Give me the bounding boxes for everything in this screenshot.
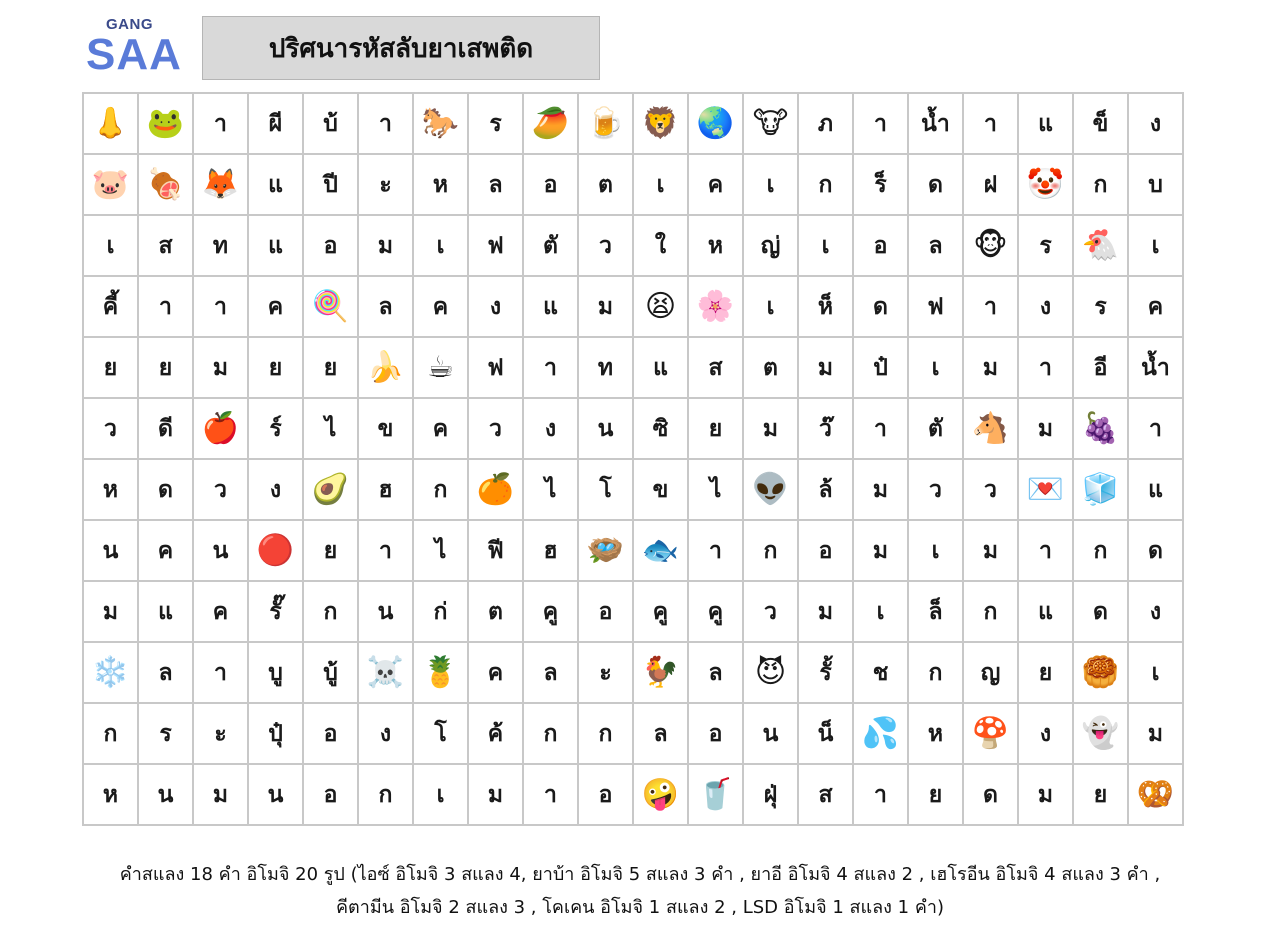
grid-cell: ฮ <box>358 459 413 520</box>
grid-cell: น <box>248 764 303 825</box>
grid-cell: 🍊 <box>468 459 523 520</box>
grid-row <box>83 764 1183 825</box>
gang-saa-logo <box>86 14 186 78</box>
grid-cell: ม <box>1018 764 1073 825</box>
grid-cell: รั้ <box>798 642 853 703</box>
grid-cell: 🐷 <box>83 154 138 215</box>
grid-cell: ง <box>523 398 578 459</box>
grid-cell: อ <box>688 703 743 764</box>
grid-cell: 🌏 <box>688 93 743 154</box>
grid-row <box>83 154 1183 215</box>
grid-cell: า <box>193 93 248 154</box>
grid-cell: ร์ <box>248 398 303 459</box>
grid-cell: ค้ <box>468 703 523 764</box>
grid-cell: ว <box>743 581 798 642</box>
grid-cell: ข <box>358 398 413 459</box>
grid-cell: า <box>358 520 413 581</box>
grid-cell: อ <box>303 703 358 764</box>
grid-cell: า <box>853 764 908 825</box>
grid-cell: ร็ <box>853 154 908 215</box>
caption-line-2: คีตามีน อิโมจิ 2 สแลง 3 , โคเคน อิโมจิ 1 สแลง 2 , LSD อิโมจิ 1 สแลง 1 คำ) <box>335 897 945 918</box>
grid-cell: ก่ <box>413 581 468 642</box>
grid-cell: ไ <box>523 459 578 520</box>
grid-cell: เ <box>853 581 908 642</box>
grid-cell: ท <box>193 215 248 276</box>
grid-cell: ป๋ <box>853 337 908 398</box>
grid-cell: ย <box>303 337 358 398</box>
grid-row <box>83 398 1183 459</box>
grid-cell: เ <box>83 215 138 276</box>
grid-cell: ค <box>1128 276 1183 337</box>
logo-main-text: SAA <box>86 30 182 79</box>
grid-cell: ฟ <box>468 337 523 398</box>
grid-cell: เ <box>908 337 963 398</box>
grid-cell: 🦁 <box>633 93 688 154</box>
grid-cell: 🍭 <box>303 276 358 337</box>
grid-cell: ล <box>523 642 578 703</box>
grid-cell: น <box>138 764 193 825</box>
grid-cell: ด <box>1128 520 1183 581</box>
grid-cell: 🍇 <box>1073 398 1128 459</box>
grid-cell: ค <box>248 276 303 337</box>
grid-cell: ม <box>798 337 853 398</box>
grid-cell: ง <box>468 276 523 337</box>
grid-cell: บ <box>1128 154 1183 215</box>
grid-cell: แ <box>633 337 688 398</box>
grid-cell: โ <box>413 703 468 764</box>
grid-cell: ว <box>193 459 248 520</box>
grid-cell: ะ <box>358 154 413 215</box>
grid-cell: บู <box>248 642 303 703</box>
grid-cell: อ <box>578 764 633 825</box>
grid-cell: แ <box>248 215 303 276</box>
grid-cell: า <box>523 764 578 825</box>
grid-cell: ต <box>743 337 798 398</box>
grid-cell: ะ <box>193 703 248 764</box>
grid-cell: ม <box>83 581 138 642</box>
grid-cell: า <box>358 93 413 154</box>
grid-cell: อ <box>303 764 358 825</box>
grid-cell: า <box>1128 398 1183 459</box>
grid-cell: ว <box>83 398 138 459</box>
grid-cell: ญ <box>963 642 1018 703</box>
grid-cell: ข็ <box>1073 93 1128 154</box>
grid-cell: 🐵 <box>963 215 1018 276</box>
grid-cell: 🥤 <box>688 764 743 825</box>
grid-cell: า <box>193 642 248 703</box>
grid-cell: ะ <box>578 642 633 703</box>
grid-cell: 🌸 <box>688 276 743 337</box>
grid-cell: น็ <box>798 703 853 764</box>
grid-cell: ด <box>138 459 193 520</box>
grid-cell: ย <box>138 337 193 398</box>
page-title: ปริศนารหัสลับยาเสพติด <box>202 16 600 80</box>
grid-cell: แ <box>1018 581 1073 642</box>
grid-row <box>83 520 1183 581</box>
grid-cell: ฟ <box>908 276 963 337</box>
grid-cell: ย <box>688 398 743 459</box>
grid-cell: 🤪 <box>633 764 688 825</box>
grid-cell: คี้ <box>83 276 138 337</box>
grid-cell: 🥭 <box>523 93 578 154</box>
grid-cell: ดี <box>138 398 193 459</box>
grid-cell: น้ำ <box>1128 337 1183 398</box>
grid-cell: เ <box>1128 215 1183 276</box>
grid-cell: ☠️ <box>358 642 413 703</box>
grid-cell: 🐮 <box>743 93 798 154</box>
grid-cell: 🍖 <box>138 154 193 215</box>
caption-line-1: คำสแลง 18 คำ อิโมจิ 20 รูป (ไอซ์ อิโมจิ 3 สแลง 4, ยาบ้า อิโมจิ 5 สแลง 3 คำ , ยาอี อิโมจิ 4 สแลง 2 , เฮโรอีน อิโมจิ 4 สแลง 3 คำ , <box>119 864 1161 885</box>
grid-cell: 👃 <box>83 93 138 154</box>
grid-cell: ตั <box>908 398 963 459</box>
grid-cell: ล้ <box>798 459 853 520</box>
grid-cell: ห <box>688 215 743 276</box>
grid-cell: 🔴 <box>248 520 303 581</box>
grid-cell: แ <box>248 154 303 215</box>
grid-cell: น <box>83 520 138 581</box>
grid-cell: 👻 <box>1073 703 1128 764</box>
grid-cell: แ <box>1018 93 1073 154</box>
grid-cell: ว <box>963 459 1018 520</box>
grid-cell: 🥨 <box>1128 764 1183 825</box>
grid-row <box>83 276 1183 337</box>
caption <box>0 858 1280 924</box>
grid-cell: 😈 <box>743 642 798 703</box>
grid-cell: ว <box>578 215 633 276</box>
grid-cell: แ <box>1128 459 1183 520</box>
grid-cell: ก <box>413 459 468 520</box>
grid-cell: 🍍 <box>413 642 468 703</box>
grid-cell: ร <box>1073 276 1128 337</box>
grid-cell: แ <box>138 581 193 642</box>
grid-cell: ค <box>413 398 468 459</box>
grid-cell: า <box>138 276 193 337</box>
grid-cell: ก <box>358 764 413 825</box>
grid-cell: ญ่ <box>743 215 798 276</box>
grid-cell: 🥑 <box>303 459 358 520</box>
grid-cell: ม <box>468 764 523 825</box>
grid-cell: 🐸 <box>138 93 193 154</box>
grid-cell: ไ <box>688 459 743 520</box>
grid-cell: ร <box>1018 215 1073 276</box>
grid-cell: ใ <box>633 215 688 276</box>
grid-cell: ห <box>908 703 963 764</box>
grid-cell: ย <box>303 520 358 581</box>
grid-cell: า <box>688 520 743 581</box>
grid-row <box>83 215 1183 276</box>
grid-cell: ฮ <box>523 520 578 581</box>
puzzle-grid <box>82 92 1184 826</box>
grid-cell: ร <box>468 93 523 154</box>
grid-cell: ง <box>1128 581 1183 642</box>
grid-cell: ภ <box>798 93 853 154</box>
grid-cell: 🍎 <box>193 398 248 459</box>
grid-cell: ม <box>798 581 853 642</box>
grid-cell: ล <box>138 642 193 703</box>
grid-cell: ง <box>1128 93 1183 154</box>
grid-cell: ข <box>633 459 688 520</box>
grid-cell: ว <box>908 459 963 520</box>
grid-cell: 🐓 <box>633 642 688 703</box>
grid-cell: ย <box>1073 764 1128 825</box>
grid-cell: ม <box>963 337 1018 398</box>
grid-cell: ปี <box>303 154 358 215</box>
grid-cell: ฝ <box>963 154 1018 215</box>
grid-cell: า <box>523 337 578 398</box>
grid-row <box>83 581 1183 642</box>
grid-cell: น <box>743 703 798 764</box>
grid-cell: บ้ <box>303 93 358 154</box>
grid-row <box>83 337 1183 398</box>
grid-cell: ฟี <box>468 520 523 581</box>
grid-cell: ล <box>358 276 413 337</box>
grid-cell: ย <box>83 337 138 398</box>
grid-cell: เ <box>743 276 798 337</box>
grid-cell: ม <box>853 520 908 581</box>
grid-cell: ห็ <box>798 276 853 337</box>
grid-row <box>83 642 1183 703</box>
grid-cell: น้ำ <box>908 93 963 154</box>
grid-cell: ด <box>1073 581 1128 642</box>
grid-cell: ล <box>633 703 688 764</box>
grid-cell: ค <box>413 276 468 337</box>
grid-cell: ฟ <box>468 215 523 276</box>
grid-cell: ห <box>83 459 138 520</box>
grid-cell: ก <box>303 581 358 642</box>
grid-row <box>83 93 1183 154</box>
grid-cell: ไ <box>303 398 358 459</box>
grid-cell: า <box>963 276 1018 337</box>
grid-cell: ร <box>138 703 193 764</box>
grid-cell: เ <box>633 154 688 215</box>
grid-cell: น <box>193 520 248 581</box>
grid-cell: ก <box>963 581 1018 642</box>
grid-cell: ม <box>853 459 908 520</box>
grid-cell: ส <box>688 337 743 398</box>
grid-cell: น <box>358 581 413 642</box>
grid-cell: 🦊 <box>193 154 248 215</box>
grid-cell: ซิ <box>633 398 688 459</box>
grid-cell: ก <box>743 520 798 581</box>
grid-cell: คู <box>633 581 688 642</box>
grid-cell: ด <box>908 154 963 215</box>
grid-cell: 🥮 <box>1073 642 1128 703</box>
grid-cell: ล็ <box>908 581 963 642</box>
grid-cell: ด <box>853 276 908 337</box>
grid-cell: ล <box>908 215 963 276</box>
grid-cell: ค <box>193 581 248 642</box>
grid-cell: ม <box>963 520 1018 581</box>
grid-cell: 💌 <box>1018 459 1073 520</box>
grid-cell: เ <box>413 764 468 825</box>
grid-cell: 🪺 <box>578 520 633 581</box>
grid-cell: ม <box>1018 398 1073 459</box>
grid-cell: ไ <box>413 520 468 581</box>
grid-cell: ค <box>138 520 193 581</box>
grid-cell: ค <box>688 154 743 215</box>
grid-cell: 💦 <box>853 703 908 764</box>
grid-cell: า <box>853 93 908 154</box>
grid-cell: คู <box>688 581 743 642</box>
grid-cell: ต <box>578 154 633 215</box>
grid-cell: เ <box>798 215 853 276</box>
grid-cell: ม <box>358 215 413 276</box>
grid-cell: 🍺 <box>578 93 633 154</box>
grid-cell: ม <box>193 764 248 825</box>
grid-cell: ง <box>248 459 303 520</box>
grid-cell: ก <box>908 642 963 703</box>
grid-cell: ก <box>578 703 633 764</box>
grid-cell: า <box>853 398 908 459</box>
grid-cell: บู้ <box>303 642 358 703</box>
grid-cell: ห <box>413 154 468 215</box>
grid-cell: อ <box>853 215 908 276</box>
grid-cell: ก <box>1073 520 1128 581</box>
grid-cell: ช <box>853 642 908 703</box>
grid-cell: ตั <box>523 215 578 276</box>
grid-cell: ย <box>1018 642 1073 703</box>
grid-cell: ว๊ <box>798 398 853 459</box>
grid-cell: ฝุ่ <box>743 764 798 825</box>
grid-cell: ย <box>248 337 303 398</box>
grid-cell: 🐎 <box>413 93 468 154</box>
grid-cell: า <box>963 93 1018 154</box>
grid-cell: อ <box>303 215 358 276</box>
grid-cell: โ <box>578 459 633 520</box>
grid-cell: 🐔 <box>1073 215 1128 276</box>
grid-cell: ว <box>468 398 523 459</box>
grid-cell: ม <box>193 337 248 398</box>
grid-cell: ด <box>963 764 1018 825</box>
grid-cell: า <box>1018 337 1073 398</box>
grid-cell: เ <box>743 154 798 215</box>
grid-cell: เ <box>1128 642 1183 703</box>
grid-cell: ❄️ <box>83 642 138 703</box>
grid-cell: ม <box>743 398 798 459</box>
grid-row <box>83 703 1183 764</box>
grid-cell: อ <box>523 154 578 215</box>
grid-cell: แ <box>523 276 578 337</box>
grid-cell: ต <box>468 581 523 642</box>
grid-cell: 😫 <box>633 276 688 337</box>
grid-cell: ส <box>138 215 193 276</box>
grid-cell: อ <box>798 520 853 581</box>
grid-cell: ส <box>798 764 853 825</box>
grid-cell: ง <box>1018 276 1073 337</box>
grid-cell: ง <box>358 703 413 764</box>
grid-cell: ล <box>468 154 523 215</box>
grid-cell: า <box>193 276 248 337</box>
grid-cell: ม <box>1128 703 1183 764</box>
grid-cell: เ <box>413 215 468 276</box>
grid-cell: ท <box>578 337 633 398</box>
grid-cell: า <box>1018 520 1073 581</box>
grid-cell: ☕ <box>413 337 468 398</box>
grid-cell: ค <box>468 642 523 703</box>
grid-cell: รั๊ <box>248 581 303 642</box>
grid-cell: ง <box>1018 703 1073 764</box>
logo-top-text: GANG <box>106 16 153 33</box>
grid-cell: 🧊 <box>1073 459 1128 520</box>
grid-cell: ห <box>83 764 138 825</box>
grid-cell: อ <box>578 581 633 642</box>
grid-cell: เ <box>908 520 963 581</box>
grid-cell: ปุ๋ <box>248 703 303 764</box>
grid-cell: ผี <box>248 93 303 154</box>
grid-cell: ย <box>908 764 963 825</box>
grid-cell: ก <box>1073 154 1128 215</box>
grid-cell: ก <box>798 154 853 215</box>
grid-cell: น <box>578 398 633 459</box>
grid-cell: 👽 <box>743 459 798 520</box>
grid-cell: 🐟 <box>633 520 688 581</box>
grid-cell: 🐴 <box>963 398 1018 459</box>
grid-cell: 🍌 <box>358 337 413 398</box>
grid-cell: คู <box>523 581 578 642</box>
grid-cell: ล <box>688 642 743 703</box>
grid-cell: ม <box>578 276 633 337</box>
grid-cell: 🍄 <box>963 703 1018 764</box>
grid-cell: ก <box>83 703 138 764</box>
grid-cell: อี <box>1073 337 1128 398</box>
grid-cell: ก <box>523 703 578 764</box>
grid-row <box>83 459 1183 520</box>
grid-cell: 🤡 <box>1018 154 1073 215</box>
